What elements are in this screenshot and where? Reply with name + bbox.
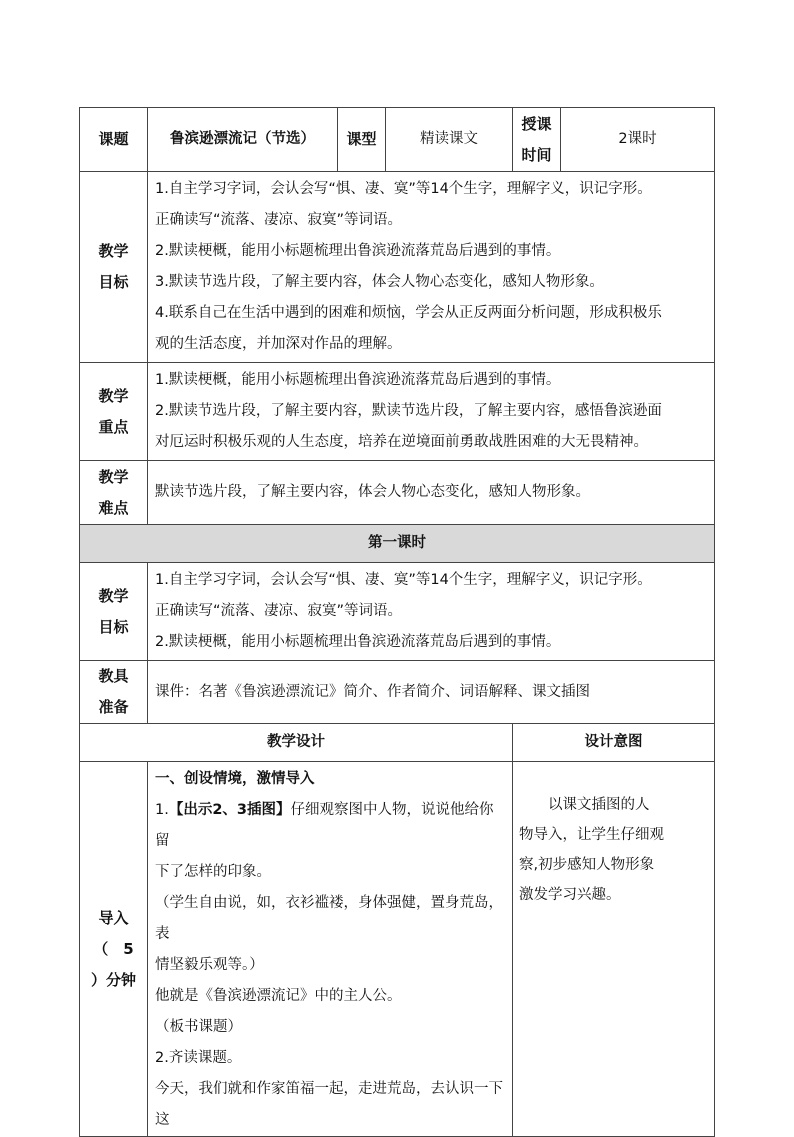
intent-header: 设计意图 [513, 724, 715, 762]
time-label-line-2: 时间 [521, 145, 552, 164]
topic-value: 鲁滨逊漂流记（节选） [148, 108, 338, 172]
session-goals-line-2: 正确读写“流落、凄凉、寂寞”等词语。 [155, 603, 403, 619]
session-goals-label-line-2: 目标 [98, 617, 129, 636]
goals-line-6: 观的生活态度，并加深对作品的理解。 [155, 336, 402, 352]
difficulties-content: 默读节选片段，了解主要内容，体会人物心态变化，感知人物形象。 [148, 461, 715, 525]
intro-step-1-bold: 【出示2、3插图】 [168, 802, 291, 818]
intro-step-1-rest: 仔细观察图中人物，说说他给你留 [155, 802, 494, 849]
intro-line-7: 2.齐读课题。 [155, 1050, 242, 1066]
key-points-label-line-2: 重点 [98, 417, 129, 436]
intro-line-6: （板书课题） [155, 1019, 242, 1035]
goals-label-line-1: 教学 [98, 242, 129, 260]
tools-label-line-2: 准备 [98, 698, 129, 716]
intro-label [80, 762, 148, 1137]
session-goals-content [148, 563, 715, 661]
session-goals-row [80, 563, 715, 661]
intro-design [148, 762, 513, 1137]
intro-intent [513, 762, 715, 1137]
type-label: 课型 [338, 108, 386, 172]
difficulties-label-line-1: 教学 [98, 467, 129, 486]
intro-label-line-3: ）分钟 [90, 970, 136, 989]
intro-line-8: 今天，我们就和作家笛福一起，走进荒岛，去认识一下这 [155, 1081, 503, 1128]
intro-row [80, 762, 715, 1137]
session-goals-label [80, 563, 148, 661]
goals-line-2: 正确读写“流落、凄凉、寂寞”等词语。 [155, 212, 403, 228]
difficulties-label-line-2: 难点 [98, 498, 129, 517]
key-points-line-1: 1.默读梗概，能用小标题梳理出鲁滨逊流落荒岛后遇到的事情。 [155, 372, 561, 388]
goals-line-1: 1.自主学习字词，会认会写“惧、凄、寞”等14个生字，理解字义，识记字形。 [155, 181, 652, 197]
intro-intent-line-3: 察,初步感知人物形象 [519, 857, 655, 873]
type-value: 精读课文 [386, 108, 513, 172]
goals-line-4: 3.默读节选片段，了解主要内容，体会人物心态变化，感知人物形象。 [155, 274, 604, 290]
key-points-row [80, 363, 715, 461]
design-header-row [80, 724, 715, 762]
intro-label-line-2: （ 5 [93, 939, 134, 958]
key-points-line-3: 对厄运时积极乐观的人生态度，培养在逆境面前勇敢战胜困难的大无畏精神。 [155, 434, 648, 450]
session-goals-label-line-1: 教学 [98, 586, 129, 605]
time-label-line-1: 授课 [521, 114, 552, 133]
goals-line-3: 2.默读梗概，能用小标题梳理出鲁滨逊流落荒岛后遇到的事情。 [155, 243, 561, 259]
goals-label-line-2: 目标 [98, 273, 129, 291]
tools-content: 课件：名著《鲁滨逊漂流记》简介、作者简介、词语解释、课文插图 [148, 661, 715, 724]
session-goals-line-1: 1.自主学习字词，会认会写“惧、凄、寞”等14个生字，理解字义，识记字形。 [155, 572, 652, 588]
intro-heading: 一、创设情境，激情导入 [155, 771, 315, 787]
intro-line-2: 下了怎样的印象。 [155, 864, 271, 880]
session-title-row [80, 525, 715, 563]
lesson-plan-table [79, 107, 715, 1137]
time-value: 2课时 [561, 108, 715, 172]
key-points-label [80, 363, 148, 461]
key-points-line-2: 2.默读节选片段，了解主要内容，默读节选片段，了解主要内容，感悟鲁滨逊面 [155, 403, 662, 419]
difficulties-row [80, 461, 715, 525]
intro-intent-line-4: 激发学习兴趣。 [519, 887, 621, 903]
intro-intent-line-1: 以课文插图的人 [548, 797, 650, 813]
header-row [80, 108, 715, 172]
key-points-label-line-1: 教学 [98, 386, 129, 405]
intro-step-1 [155, 795, 508, 857]
difficulties-label [80, 461, 148, 525]
goals-content [148, 172, 715, 363]
goals-line-5: 4.联系自己在生活中遇到的困难和烦恼，学会从正反两面分析问题，形成积极乐 [155, 305, 662, 321]
session-title: 第一课时 [80, 525, 715, 563]
goals-row [80, 172, 715, 363]
intro-intent-line-2: 物导入，让学生仔细观 [519, 827, 664, 843]
session-goals-line-3: 2.默读梗概，能用小标题梳理出鲁滨逊流落荒岛后遇到的事情。 [155, 634, 561, 650]
tools-row [80, 661, 715, 724]
tools-label [80, 661, 148, 724]
intro-line-3: （学生自由说，如，衣衫褴褛，身体强健，置身荒岛，表 [155, 895, 503, 942]
topic-label: 课题 [80, 108, 148, 172]
design-header: 教学设计 [80, 724, 513, 762]
intro-line-4: 情坚毅乐观等。） [155, 957, 264, 973]
key-points-content [148, 363, 715, 461]
tools-label-line-1: 教具 [98, 667, 129, 685]
intro-line-5: 他就是《鲁滨逊漂流记》中的主人公。 [155, 988, 402, 1004]
goals-label [80, 172, 148, 363]
time-label [513, 108, 561, 172]
intro-step-1-prefix: 1. [155, 802, 169, 818]
intro-label-line-1: 导入 [98, 908, 129, 927]
